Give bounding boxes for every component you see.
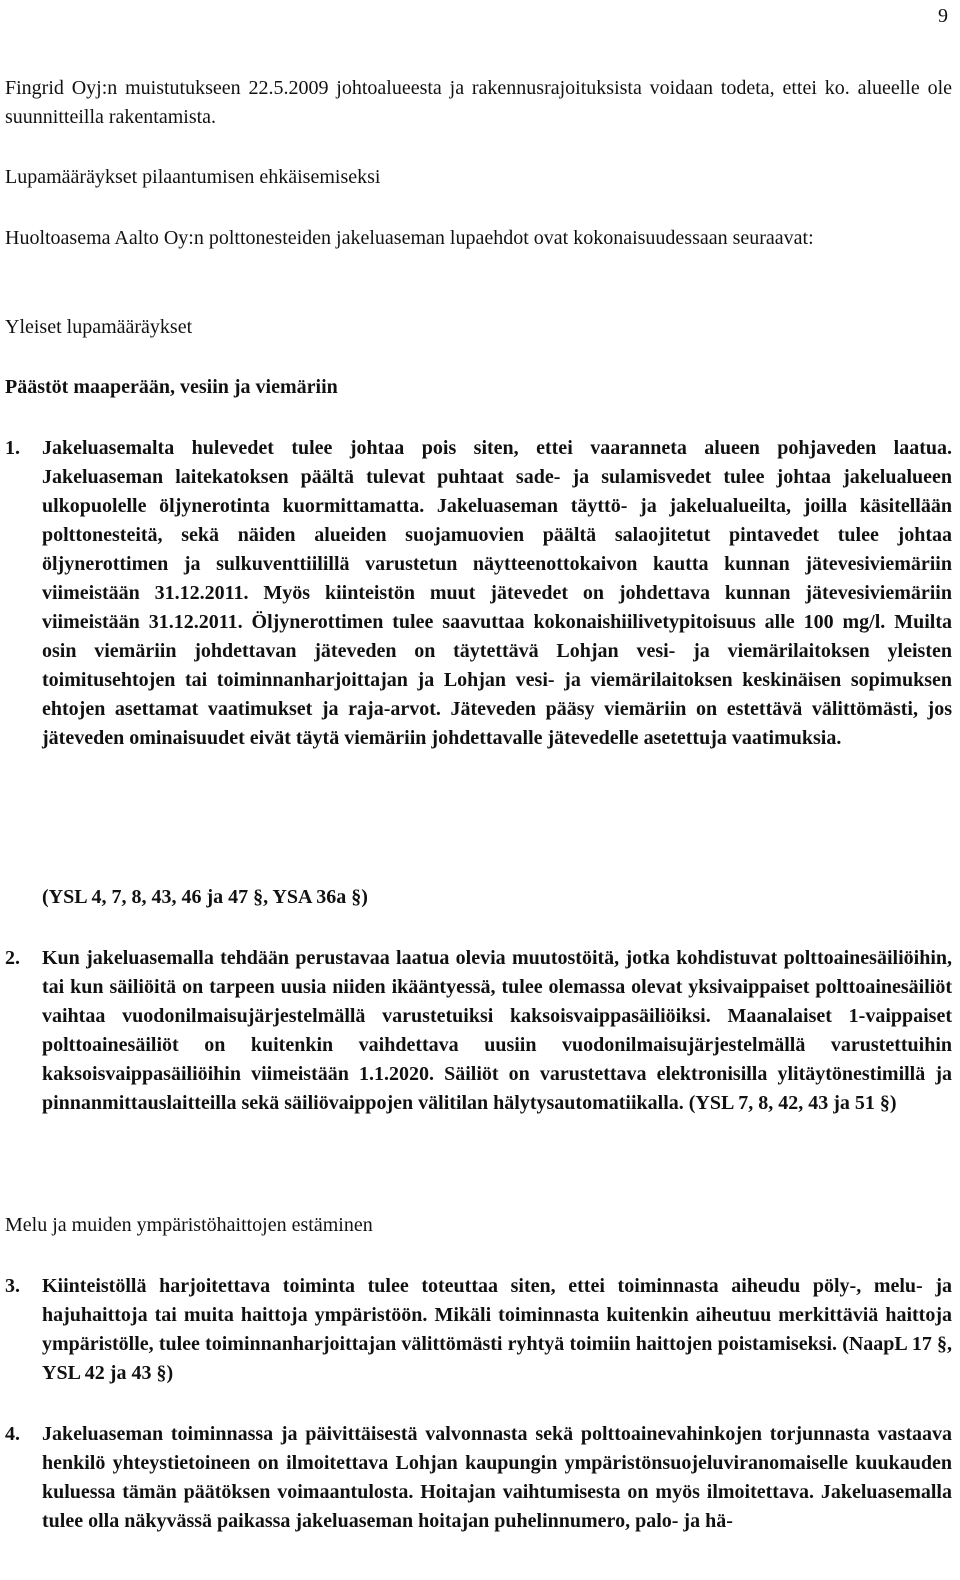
- page-number: 9: [938, 5, 948, 27]
- permit-intro-paragraph: Huoltoasema Aalto Oy:n polttonesteiden jakeluaseman lupaehdot ovat kokonaisuudessaan seuraavat:: [5, 227, 814, 249]
- permit-item-3: [5, 1272, 952, 1388]
- item-text: Jakeluasemalta hulevedet tulee johtaa pois siten, ettei vaaranneta alueen pohjaveden laatua. Jakeluaseman laitekatoksen päältä tulevat puhtaat sade- ja sulamisvedet tulee johtaa jakelualueen ulkopuolelle öljynerotinta kuormittamatta. Jakeluaseman täyttö- ja jakelualueilta, joilla käsitellään polttonesteitä, sekä näiden alueiden suojamuovien päältä salaojitetut pintavedet tulee johtaa öljynerottimen ja sulkuventtiilillä varustetun näytteenottokaivon kautta kunnan jätevesiviemäriin viimeistään 31.12.2011. Myös kiinteistön muut jätevedet on johdettava kunnan jätevesiviemäriin viimeistään 31.12.2011. Öljynerottimen tulee saavuttaa kokonaishiilivetypitoisuus alle 100 mg/l. Muilta osin viemäriin johdettavan jäteveden on täytettävä Lohjan vesi- ja viemärilaitoksen yleisten toimitusehtojen tai toiminnanharjoittajan ja Lohjan vesi- ja viemärilaitoksen keskinäisen sopimuksen ehtojen asettamat vaatimukset ja raja-arvot. Jäteveden pääsy viemäriin on estettävä välittömästi, jos jäteveden ominaisuudet eivät täytä viemäriin johdettavalle jätevedelle asetettuja vaatimuksia.: [42, 437, 952, 749]
- item-text: Kun jakeluasemalla tehdään perustavaa laatua olevia muutostöitä, jotka kohdistuvat polttoainesäiliöihin, tai kun säiliöitä on tarpeen uusia niiden ikääntyessä, tulee olemassa olevat yksivaippaiset polttoainesäiliöt vaihtaa vuodonilmaisujärjestelmällä varustetuiksi kaksoisvaippasäiliöiksi. Maanalaiset 1-vaippaiset polttoainesäiliöt on kuitenkin vaihdettava uusiin vuodonilmaisujärjestelmällä varustettuihin kaksoisvaippasäiliöihin viimeistään 1.1.2020. Säiliöt on varustettava elektronisilla ylitäytönestimillä ja pinnanmittauslaitteilla sekä säiliövaippojen välitilan hälytysautomatiikalla. (YSL 7, 8, 42, 43 ja 51 §): [42, 947, 952, 1114]
- permit-item-4: [5, 1420, 952, 1536]
- item-1-citation: (YSL 4, 7, 8, 43, 46 ja 47 §, YSA 36a §): [42, 886, 368, 908]
- intro-paragraph: Fingrid Oyj:n muistutukseen 22.5.2009 johtoalueesta ja rakennusrajoituksista voidaan todeta, ettei ko. alueelle ole suunnitteilla rakentamista.: [5, 77, 952, 128]
- permit-item-1: [5, 434, 952, 753]
- item-number: 1.: [5, 437, 20, 459]
- prevention-heading: Lupamääräykset pilaantumisen ehkäisemiseksi: [5, 166, 381, 188]
- emissions-heading: Päästöt maaperään, vesiin ja viemäriin: [5, 376, 338, 398]
- item-number: 4.: [5, 1423, 20, 1445]
- item-text: Jakeluaseman toiminnassa ja päivittäisestä valvonnasta sekä polttoainevahinkojen torjunnasta vastaava henkilö yhteystietoineen on ilmoitettava Lohjan kaupungin ympäristönsuojeluviranomaiselle kuukauden kuluessa tämän päätöksen voimaantulosta. Hoitajan vaihtumisesta on myös ilmoitettava. Jakeluasemalla tulee olla näkyvässä paikassa jakeluaseman hoitajan puhelinnumero, palo- ja hä-: [42, 1423, 952, 1532]
- general-heading: Yleiset lupamääräykset: [5, 316, 193, 338]
- item-number: 3.: [5, 1275, 20, 1297]
- permit-item-2: [5, 944, 952, 1118]
- item-number: 2.: [5, 947, 20, 969]
- noise-heading: Melu ja muiden ympäristöhaittojen estäminen: [5, 1214, 373, 1236]
- item-text: Kiinteistöllä harjoitettava toiminta tulee toteuttaa siten, ettei toiminnasta aiheudu pöly-, melu- ja hajuhaittoja tai muita haittoja ympäristöön. Mikäli toiminnasta kuitenkin aiheutuu merkittäviä haittoja ympäristölle, tulee toiminnanharjoittajan välittömästi ryhtyä toimiin haittojen poistamiseksi. (NaapL 17 §, YSL 42 ja 43 §): [42, 1275, 952, 1384]
